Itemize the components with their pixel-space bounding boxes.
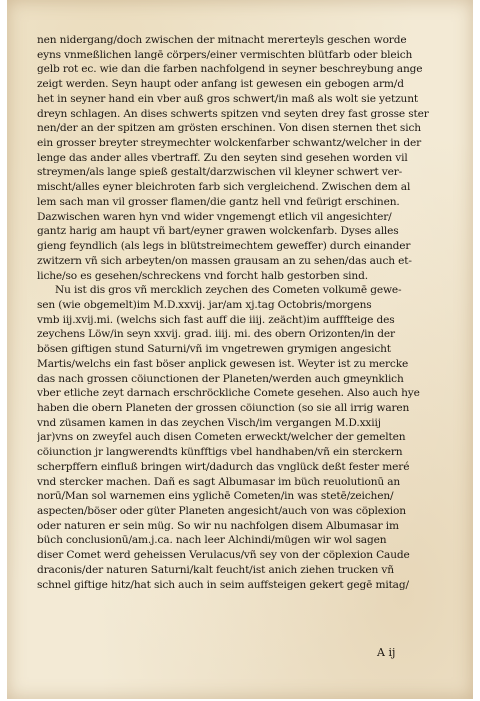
text-line: norū/Man sol warnemen eins yglichē Cometen/in was stetē/zeichen/ [37,490,394,503]
text-line: eyns vnmeßlichen langē cörpers/einer vermischten blütfarb oder bleich [37,48,413,61]
paragraph-start-line: Nu ist dis gros vñ mercklich zeychen des Cometen volkumē gewe- [55,284,402,297]
text-line: cöiunction jr langwerendts künfftigs vbel handhaben/vñ ein sterckern [37,446,403,459]
text-line: scherpffern einfluß bringen wirt/dadurch das vnglück deßt fester meré [37,460,410,473]
text-line: gelb rot ec. wie dan die farben nachfolgend in seyner beschreybung ange [37,63,423,76]
text-line: gantz harig am haupt vñ bart/eyner grawen wolckenfarb. Dyses alles [37,225,399,238]
text-line: vnd züsamen kamen in das zeychen Visch/im vergangen M.D.xxiij [37,416,381,429]
text-line: jar)vns on zweyfel auch disen Cometen erweckt/welcher der gemelten [37,431,406,444]
text-line: nen/der an der spitzen am grösten erschinen. Von disen sternen thet sich [37,122,421,135]
text-line: streymen/als lange spieß gestalt/darzwischen vil kleyner schwert ver- [37,166,403,179]
text-line: vnd stercker machen. Dañ es sagt Albumasar im büch reuolutionū an [37,475,401,488]
text-line: zeychens Löw/in seyn xxvij. grad. iiij. mi. des obern Orizonten/in der [37,328,395,341]
text-line: lenge das ander alles vbertraff. Zu den seyten sind gesehen worden vil [37,151,408,164]
text-line: mischt/alles eyner bleichroten farb sich vergleichend. Zwischen dem al [37,181,411,194]
text-line: het in seyner hand ein vber auß gros schwert/in maß als wolt sie yetzunt [37,92,418,105]
text-line: dreyn schlagen. An dises schwerts spitzen vnd seyten drey fast grosse ster [37,107,429,120]
text-line: diser Comet werd geheissen Verulacus/vñ sey von der cöplexion Caude [37,549,410,562]
text-line: haben die obern Planeten der grossen cöiunction (so sie all irrig waren [37,401,410,414]
text-line: aspecten/böser oder güter Planeten angesicht/auch von was cöplexion [37,505,406,517]
text-line: vmb iij.xvij.mi. (welchs sich fast auff die iiij. zeächt)im aufffteige des [37,313,395,326]
text-line: das nach grossen cöiunctionen der Planeten/werden auch gmeynklich [37,372,404,385]
text-line: gieng feyndlich (als legs in blütstreimechtem geweffer) durch einander [37,240,411,253]
text-line: sen (wie obgemelt)im M.D.xxvij. jar/am xj.tag Octobris/morgens [37,298,372,311]
signature-mark: A ij [377,646,396,659]
body-text [37,33,467,592]
text-line: schnel giftige hitz/hat sich auch in seim auffsteigen gekert gegē mitag/ [37,578,409,591]
text-line: büch conclusionū/am.j.ca. nach leer Alchindi/mügen wir wol sagen [37,534,387,547]
text-line: draconis/der naturen Saturni/kalt feucht/ist anich ziehen trucken vñ [37,563,394,576]
text-line: Dazwischen waren hyn vnd wider vngemengt etlich vil angesichter/ [37,210,392,223]
text-line: Martis/welchs ein fast böser anplick gewesen ist. Weyter ist zu mercke [37,357,409,370]
text-line: ein grosser breyter streymechter wolckenfarber schwantz/welcher in der [37,137,421,150]
text-line: oder naturen er sein müg. So wir nu nachfolgen disem Albumasar im [37,519,399,532]
text-line: bösen giftigen stund Saturni/vñ im vngetrewen grymigen angesicht [37,343,391,356]
text-line: vber etliche zeyt darnach erschröckliche Comete gesehen. Also auch hye [37,387,420,400]
text-line: lem sach man vil grosser flamen/die gantz hell vnd feürigt erschinen. [37,195,400,208]
text-line: zeigt werden. Seyn haupt oder anfang ist gewesen ein gebogen arm/d [37,78,404,91]
text-line: zwitzern vñ sich arbeyten/on massen grausam an zu sehen/das auch et- [37,254,412,267]
document-page [7,0,473,699]
text-line: liche/so es gesehen/schreckens vnd forcht halb gestorben sind. [37,269,368,282]
text-line: nen nidergang/doch zwischen der mitnacht mererteyls geschen worde [37,34,407,46]
